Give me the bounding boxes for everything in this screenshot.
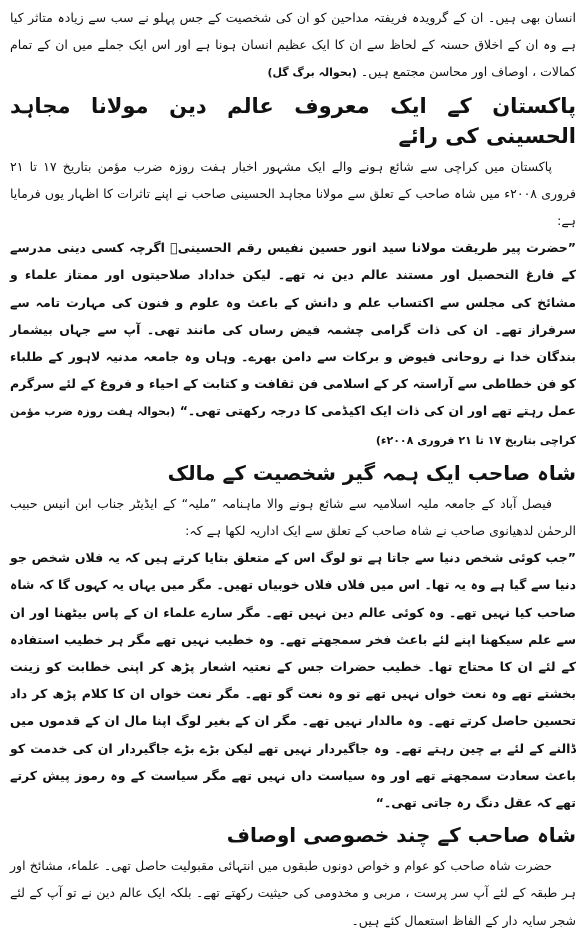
mujahid-quote-text: ”حضرت پیر طریقت مولانا سید انور حسین نفیس رقم الحسینیؒ اگرچہ کسی دینی مدرسے کے فارغ التحصیل اور مستند عالم دین نہ تھے۔ لیکن خداداد صلاحیتوں اور ممتاز علماء و مشائخ کی مجلس سے اکتساب علم و دانش کے باعث وہ علوم و فنون کی مہارت تامہ سے سرفراز تھے۔ ان کی ذات گرامی چشمہ فیض رساں کی مانند تھی۔ آپ سے جہاں بیشمار بندگان خدا نے روحانی فیوض و برکات سے دامن بھرے۔ وہاں وہ جامعہ مدنیہ لاہور کے طلباء کو فن خطاطی سے آراستہ کر کے اسلامی فن ثقافت و کتابت کے احیاء و فروغ کے لئے سرگرم عمل رہتے تھے اور ان کی ذات ایک اکیڈمی کا درجہ رکھتی تھی۔“	[10, 240, 576, 419]
intro-text: انسان بھی ہیں۔ ان کے گرویدہ فریفتہ مداحین کو ان کی شخصیت کے جس پہلو نے سب سے زیادہ متاثر کیا ہے وہ ان کے اخلاق حسنہ کے لحاظ سے ان کا ایک عظیم انسان ہونا ہے اور اس ایک جملے میں ان کے تمام کمالات ، اوصاف اور محاسن مجتمع ہیں۔	[10, 10, 576, 80]
newspaper-intro-paragraph: پاکستان میں کراچی سے شائع ہونے والے ایک مشہور اخبار ہفت روزہ ضرب مؤمن بتاریخ ۱۷ تا ۲۱ فروری ۲۰۰۸ء میں شاہ صاحب کے تعلق سے مولانا مجاہد الحسینی صاحب نے اپنے تاثرات کا اظہار یوں فرمایا ہے:	[10, 158, 576, 229]
document-page	[10, 4, 576, 928]
editorial-intro-paragraph: فیصل آباد کے جامعہ ملیہ اسلامیہ سے شائع ہونے والا ماہنامہ ”ملیہ“ کے ایڈیٹر جناب ابن انیس حبیب الرحمٰن لدھیانوی صاحب نے شاہ صاحب کے تعلق سے ایک اداریہ لکھا ہے کہ:	[10, 495, 576, 539]
mujahid-quote-paragraph	[10, 234, 576, 454]
editorial-quote-paragraph: ”جب کوئی شخص دنیا سے جاتا ہے تو لوگ اس کے متعلق بتایا کرتے ہیں کہ یہ فلاں شخص جو دنیا سے گیا ہے وہ یہ تھا۔ اس میں فلاں فلاں خوبیاں تھیں۔ مگر میں یہاں یہ کہوں گا کہ شاہ صاحب کیا نہیں تھے۔ وہ کوئی عالم دین نہیں تھے۔ مگر سارے علماء ان کے پاس بیٹھنا اور ان سے علم سیکھنا اپنے لئے باعث فخر سمجھتے تھے۔ وہ خطیب نہیں تھے مگر ہر خطیب استفادہ کے لئے ان کا محتاج تھا۔ خطیب حضرات جس کے نعتیہ اشعار پڑھ کر اپنی خطابت کو زینت بخشتے تھے وہ نعت خواں نہیں تھے تو وہ نعت گو تھے۔ مگر نعت خواں ان کا کلام پڑھ کر داد تحسین حاصل کرتے تھے۔ وہ مالدار نہیں تھے۔ مگر ان کے بغیر لوگ اپنا مال ان کے قدموں میں ڈالنے کے لئے بے چین رہتے تھے۔ وہ جاگیردار نہیں تھے لیکن بڑے بڑے جاگیردار ان کی خدمت کو باعث سعادت سمجھتے تھے اور وہ سیاست داں نہیں تھے مگر سیاست کے وہ رموز پیش کرتے تھے کہ عقل دنگ رہ جاتی تھی۔“	[10, 550, 576, 811]
section-heading-mujahid-alhusaini: پاکستان کے ایک معروف عالم دین مولانا مجاہد الحسینی کی رائے	[10, 93, 576, 148]
intro-paragraph	[10, 4, 576, 87]
mujahid-quote-reference: (بحوالہ ہفت روزہ ضرب مؤمن کراچی بتاریخ ۱۷ تا ۲۱ فروری ۲۰۰۸ء)	[10, 405, 576, 447]
section-heading-special-qualities: شاہ صاحب کے چند خصوصی اوصاف	[226, 823, 576, 848]
section-heading-versatile-personality: شاہ صاحب ایک ہمہ گیر شخصیت کے مالک	[167, 460, 576, 485]
qualities-paragraph: حضرت شاہ صاحب کو عوام و خواص دونوں طبقوں میں انتہائی مقبولیت حاصل تھی۔ علماء، مشائخ اور ہر طبقہ کے لئے آپ سر پرست ، مربی و مخدومی کی حیثیت رکھتے تھے۔ بلکہ ایک عالم دین نے تو آپ کے لئے شجر سایہ دار کے الفاظ استعمال کئے ہیں۔	[10, 858, 576, 928]
intro-reference: (بحوالہ برگ گل)	[267, 66, 357, 80]
